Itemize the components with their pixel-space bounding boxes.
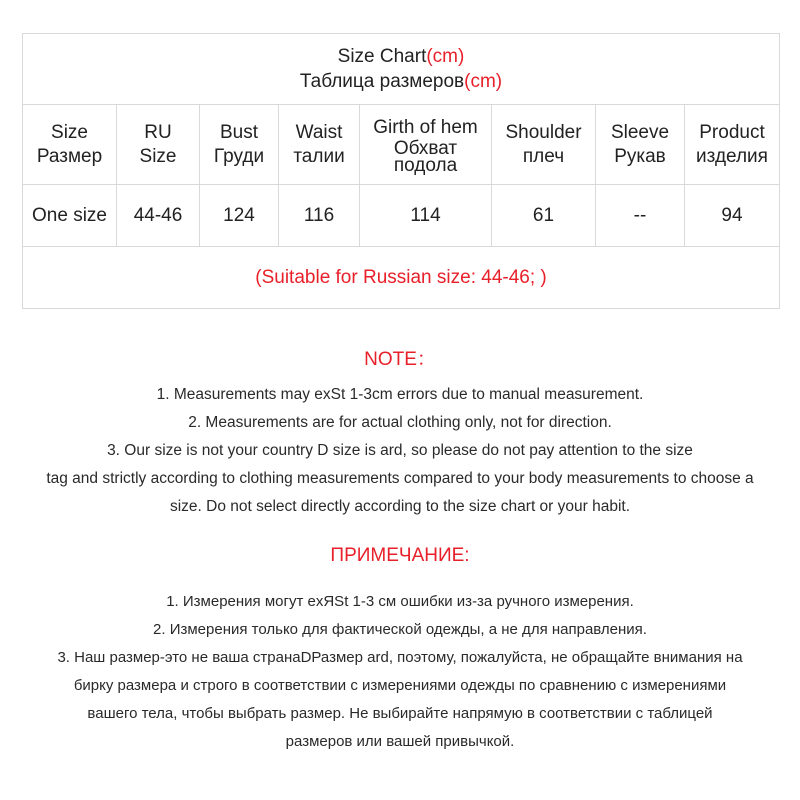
- header-en: Girth of hem: [373, 116, 478, 138]
- cell-product: 94: [685, 185, 780, 247]
- header-girth-of-hem: [360, 105, 492, 185]
- header-size: [23, 105, 117, 185]
- table-footnote: (Suitable for Russian size: 44-46; ): [23, 247, 780, 309]
- header-en: Size: [51, 121, 88, 143]
- note-line: 2. Measurements are for actual clothing only, not for direction.: [188, 414, 612, 431]
- header-en: Bust: [219, 121, 259, 143]
- note-line: бирку размера и строго в соответствии с измерениями одежды по сравнению с измерениями: [73, 677, 727, 694]
- header-bust: [200, 105, 279, 185]
- header-ru: плеч: [522, 145, 565, 167]
- header-ru: подола: [393, 154, 458, 176]
- header-en: Shoulder: [505, 121, 582, 143]
- note-line: tag and strictly according to clothing measurements compared to your body measurements to choose a: [46, 470, 754, 487]
- header-product: [685, 105, 780, 185]
- header-shoulder: [492, 105, 596, 185]
- note-line: 1. Измерения могут exЯSt 1-3 см ошибки из-за ручного измерения.: [166, 593, 634, 610]
- note-line: 3. Our size is not your country D size is ard, so please do not pay attention to the size: [107, 442, 693, 459]
- header-ru: Size: [139, 145, 177, 167]
- cell-shoulder: 61: [492, 185, 596, 247]
- title-en: Size Chart: [337, 46, 427, 67]
- title-en-unit: (cm): [426, 46, 465, 67]
- size-chart-table: [22, 33, 780, 309]
- table-title: [23, 34, 780, 105]
- header-ru: Груди: [213, 145, 265, 167]
- header-en: Sleeve: [610, 121, 670, 143]
- cell-girth-of-hem: 114: [360, 185, 492, 247]
- note-line: вашего тела, чтобы выбрать размер. Не выбирайте напрямую в соответствии с таблицей: [87, 705, 713, 722]
- title-ru-unit: (cm): [464, 71, 503, 92]
- cell-bust: 124: [200, 185, 279, 247]
- header-ru-size: [117, 105, 200, 185]
- note-line: размеров или вашей привычкой.: [285, 733, 515, 750]
- header-waist: [279, 105, 360, 185]
- header-row: [23, 105, 780, 185]
- note-line: 3. Наш размер-это не ваша странаDРазмер ard, поэтому, пожалуйста, не обращайте внимания на: [57, 649, 743, 666]
- note-text-en: [0, 381, 800, 521]
- note-line: 2. Измерения только для фактической одежды, а не для направления.: [153, 621, 647, 638]
- cell-sleeve: --: [596, 185, 685, 247]
- header-ru: Обхват: [393, 137, 458, 159]
- header-en: Product: [699, 121, 765, 143]
- note-text-ru: [0, 588, 800, 756]
- note-heading-en: NOTE：: [364, 349, 436, 370]
- table-row: [23, 185, 780, 247]
- note-line: 1. Measurements may exSt 1-3cm errors due to manual measurement.: [156, 386, 644, 403]
- title-ru: Таблица размеров: [299, 71, 465, 92]
- header-sleeve: [596, 105, 685, 185]
- note-heading-ru: ПРИМЕЧАНИЕ:: [330, 545, 470, 566]
- cell-waist: 116: [279, 185, 360, 247]
- cell-size: One size: [23, 185, 117, 247]
- header-ru: талии: [293, 145, 345, 167]
- header-en: Waist: [295, 121, 343, 143]
- cell-ru-size: 44-46: [117, 185, 200, 247]
- note-line: size. Do not select directly according to the size chart or your habit.: [169, 498, 631, 515]
- header-ru: Рукав: [614, 145, 666, 167]
- header-ru: изделия: [696, 145, 768, 167]
- header-en: RU: [144, 121, 172, 143]
- header-ru: Размер: [36, 145, 103, 167]
